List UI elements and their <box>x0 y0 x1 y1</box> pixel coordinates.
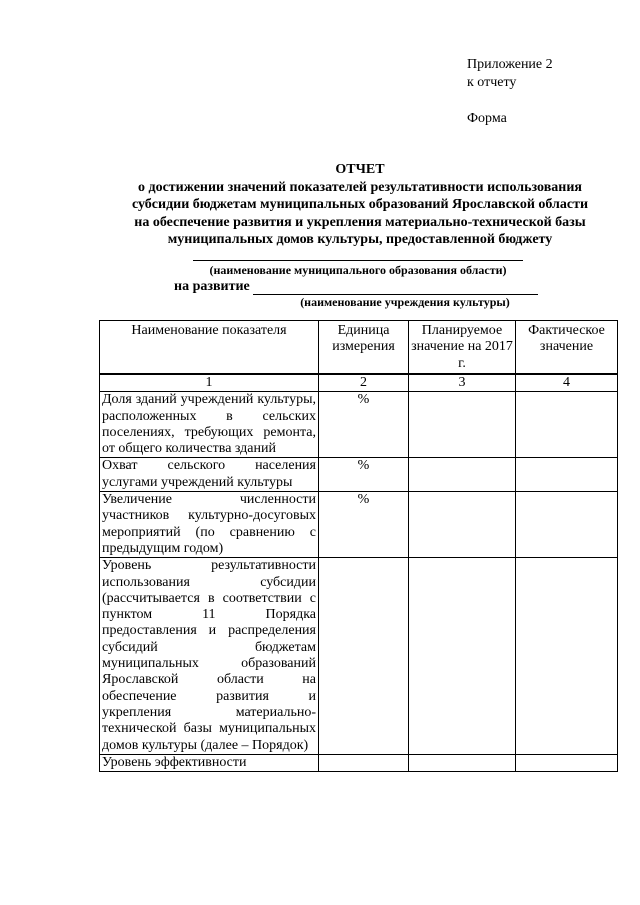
planned-value-cell[interactable] <box>409 458 516 492</box>
report-title-line: на обеспечение развития и укрепления материально-технической базы <box>134 214 586 230</box>
column-number: 3 <box>409 374 516 392</box>
indicator-unit: % <box>319 492 409 558</box>
report-heading: ОТЧЕТ <box>335 162 385 177</box>
municipality-caption: (наименование муниципального образования области) <box>209 263 507 277</box>
indicators-table <box>99 320 618 772</box>
indicator-unit: % <box>319 458 409 492</box>
table-row <box>100 458 618 492</box>
report-title <box>100 161 620 249</box>
indicator-name: Уровень эффективности <box>100 754 319 771</box>
planned-value-cell[interactable] <box>409 392 516 458</box>
actual-value-cell[interactable] <box>516 458 618 492</box>
column-number: 1 <box>100 374 319 392</box>
table-row <box>100 392 618 458</box>
development-label: на развитие <box>174 279 250 294</box>
planned-value-cell[interactable] <box>409 754 516 771</box>
appendix-label: Приложение 2 <box>467 57 553 72</box>
table-header-row <box>100 321 618 375</box>
indicator-name: Увеличение численности участников культурно-досуговых мероприятий (по сравнению с предыдущим годом) <box>100 492 319 558</box>
appendix-reference: к отчету <box>467 75 517 90</box>
indicator-unit: % <box>319 392 409 458</box>
table-row <box>100 492 618 558</box>
planned-value-cell[interactable] <box>409 492 516 558</box>
spacer <box>467 92 553 110</box>
municipality-fill-line <box>193 260 523 261</box>
report-title-line: о достижении значений показателей результативности использования <box>138 179 582 195</box>
planned-value-cell[interactable] <box>409 558 516 755</box>
report-title-line: муниципальных домов культуры, предоставленной бюджету <box>167 232 553 247</box>
indicator-name: Уровень результативности использования субсидии (рассчитывается в соответствии с пунктом 11 Порядка предоставления и распределения субсидий бюджетам муниципальных образований Ярославской области на обеспечение развития и укрепления материально-технической базы муниципальных домов культуры (далее – Порядок) <box>100 558 319 755</box>
institution-caption: (наименование учреждения культуры) <box>300 295 510 309</box>
actual-value-cell[interactable] <box>516 492 618 558</box>
actual-value-cell[interactable] <box>516 754 618 771</box>
column-number: 4 <box>516 374 618 392</box>
header-planned-value: Планируемое значение на 2017 г. <box>409 321 516 375</box>
form-label: Форма <box>467 111 507 126</box>
institution-fill-line <box>253 281 538 295</box>
column-number: 2 <box>319 374 409 392</box>
header-actual-value: Фактическое значение <box>516 321 618 375</box>
development-row <box>174 279 538 295</box>
indicator-unit <box>319 558 409 755</box>
indicator-unit <box>319 754 409 771</box>
indicator-name: Доля зданий учреждений культуры, расположенных в сельских поселениях, требующих ремонта, от общего количества зданий <box>100 392 319 458</box>
indicator-name: Охват сельского населения услугами учреждений культуры <box>100 458 319 492</box>
actual-value-cell[interactable] <box>516 558 618 755</box>
report-title-line: субсидии бюджетам муниципальных образований Ярославской области <box>131 197 589 212</box>
appendix-block <box>467 56 553 128</box>
table-row <box>100 558 618 755</box>
column-number-row <box>100 374 618 392</box>
header-indicator-name: Наименование показателя <box>100 321 319 375</box>
header-unit: Единица измерения <box>319 321 409 375</box>
table-row <box>100 754 618 771</box>
actual-value-cell[interactable] <box>516 392 618 458</box>
